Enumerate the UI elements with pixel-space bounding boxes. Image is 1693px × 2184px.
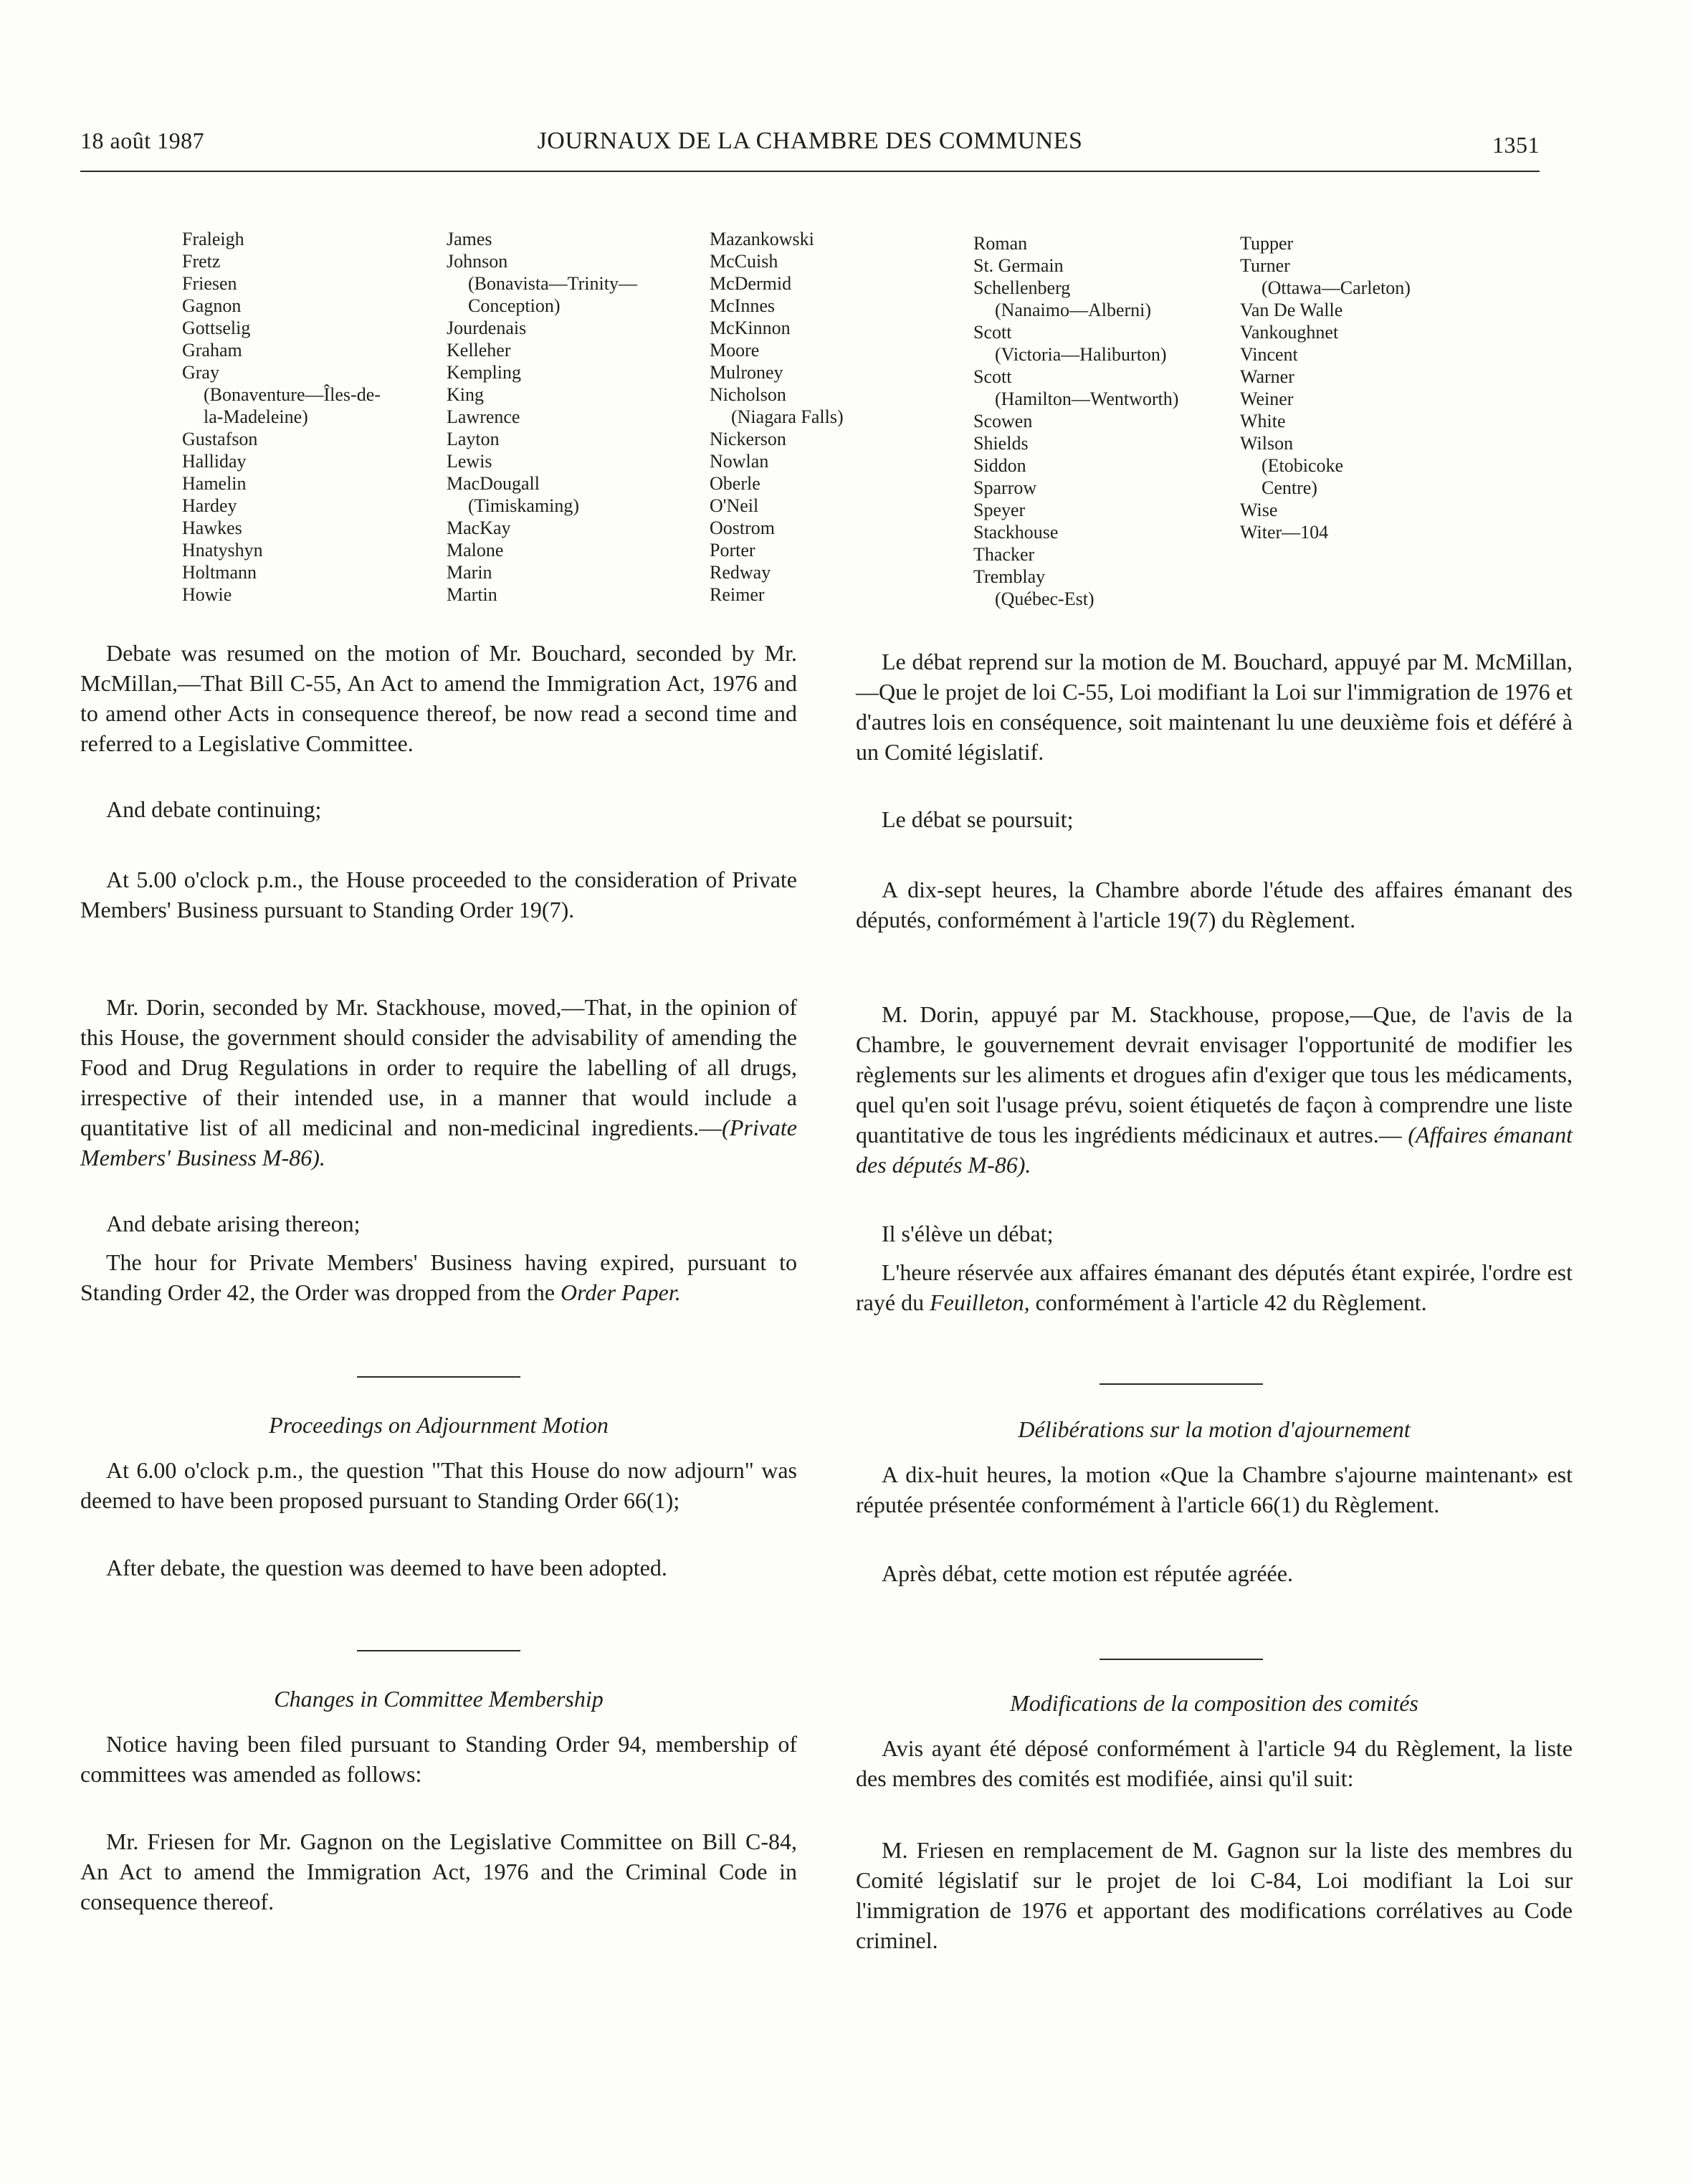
member-name: Hnatyshyn (182, 540, 263, 561)
member-name: King (447, 384, 484, 405)
member-name: Scott (973, 366, 1012, 387)
member-name: Holtmann (182, 562, 257, 583)
member-name: Wise (1240, 500, 1278, 520)
en-adjournment-heading: Proceedings on Adjournment Motion (269, 1412, 609, 1438)
page-header (80, 128, 1540, 172)
member-name: Roman (973, 233, 1028, 254)
member-name: Howie (182, 584, 232, 605)
member-name: Scowen (973, 411, 1033, 431)
fr-adjournment-text: A dix-huit heures, la motion «Que la Chambre s'ajourne maintenant» est réputée présentée conformément à l'article 66(1) du Règlement. (856, 1461, 1573, 1517)
member-name: Speyer (973, 500, 1026, 520)
header-date: 18 août 1987 (80, 128, 205, 153)
member-name: Kelleher (447, 340, 511, 361)
fr-committee-heading: Modifications de la composition des comités (1010, 1690, 1418, 1716)
member-name: Vincent (1240, 344, 1298, 365)
member-name: Weiner (1240, 388, 1294, 409)
member-name: MacKay (447, 518, 511, 538)
names-column-2 (447, 228, 637, 606)
member-name: (Timiskaming) (468, 495, 580, 516)
member-name: Halliday (182, 451, 247, 472)
member-name: Turner (1240, 255, 1290, 276)
member-name: Hardey (182, 495, 237, 516)
en-private-business: At 5.00 o'clock p.m., the House proceeded to the consideration of Private Members' Business pursuant to Standing Order 19(7). (80, 867, 797, 922)
member-name: Nickerson (710, 429, 786, 449)
en-divider-2 (357, 1650, 520, 1651)
member-name: McCuish (710, 251, 778, 272)
member-name: (Nanaimo—Alberni) (995, 300, 1152, 320)
member-name: White (1240, 411, 1286, 431)
member-name: Hawkes (182, 518, 242, 538)
member-name: (Québec-Est) (995, 588, 1095, 609)
fr-debate-continuing: Le débat se poursuit; (882, 806, 1074, 832)
member-name: Wilson (1240, 433, 1294, 454)
member-name: McInnes (710, 295, 775, 316)
member-name: Graham (182, 340, 242, 361)
member-name: Shields (973, 433, 1029, 454)
member-name: Tupper (1240, 233, 1294, 254)
member-name: Fraleigh (182, 229, 244, 249)
member-name: Jourdenais (447, 318, 527, 338)
names-column-1 (182, 228, 381, 606)
member-name: Nicholson (710, 384, 786, 405)
member-name: Oberle (710, 473, 760, 494)
member-name: Gagnon (182, 295, 242, 316)
member-name: Warner (1240, 366, 1294, 387)
en-committee-notice: Notice having been filed pursuant to Standing Order 94, membership of committees was amended as follows: (80, 1731, 797, 1787)
member-name: (Bonaventure—Îles-de- (204, 384, 381, 405)
member-name: Hamelin (182, 473, 247, 494)
names-column-3 (710, 228, 844, 606)
member-name: Mulroney (710, 362, 783, 383)
en-hour-expired: The hour for Private Members' Business having expired, pursuant to Standing Order 42, the Order was dropped from the Order Paper. (80, 1249, 797, 1305)
fr-hour-expired: L'heure réservée aux affaires émanant des députés étant expirée, l'ordre est rayé du Feuilleton, conformément à l'article 42 du Règlement. (856, 1259, 1573, 1315)
member-name: St. Germain (973, 255, 1064, 276)
member-name: McKinnon (710, 318, 791, 338)
member-name: Sparrow (973, 477, 1037, 498)
member-name: (Ottawa—Carleton) (1262, 277, 1411, 298)
member-name: Thacker (973, 544, 1035, 565)
member-name: Redway (710, 562, 771, 583)
en-debate-resumed: Debate was resumed on the motion of Mr. Bouchard, seconded by Mr. McMillan,—That Bill C-55, An Act to amend the Immigration Act, 1976 and to amend other Acts in consequence thereof, be now read a second time and referred to a Legislative Committee. (80, 640, 797, 756)
member-name: Malone (447, 540, 504, 561)
member-name: (Bonavista—Trinity— (468, 273, 637, 294)
member-name: (Etobicoke (1262, 455, 1344, 476)
member-name: (Hamilton—Wentworth) (995, 388, 1179, 409)
member-name: Witer—104 (1240, 522, 1329, 543)
fr-debate-arising: Il s'élève un débat; (882, 1221, 1054, 1246)
member-name: Stackhouse (973, 522, 1059, 543)
member-name: Moore (710, 340, 760, 361)
member-name: Marin (447, 562, 492, 583)
member-name: Mazankowski (710, 229, 814, 249)
member-name: Kempling (447, 362, 521, 383)
member-name: Lewis (447, 451, 492, 472)
member-name: Friesen (182, 273, 237, 294)
header-title: JOURNAUX DE LA CHAMBRE DES COMMUNES (537, 128, 1083, 154)
member-name: Centre) (1262, 477, 1317, 498)
division-names (0, 228, 1693, 615)
en-friesen: Mr. Friesen for Mr. Gagnon on the Legislative Committee on Bill C-84, An Act to amend the Immigration Act, 1976 and the Criminal Code in consequence thereof. (80, 1828, 797, 1914)
member-name: Schellenberg (973, 277, 1071, 298)
member-name: Tremblay (973, 566, 1046, 587)
en-debate-continuing: And debate continuing; (106, 796, 322, 822)
member-name: Layton (447, 429, 500, 449)
en-dorin-motion: Mr. Dorin, seconded by Mr. Stackhouse, moved,—That, in the opinion of this House, the government should consider the advisability of amending the Food and Drug Regulations in order to require the labelling of all drugs, irrespective of their intended use, in a manner that would include a quantitative list of all medicinal and non-medicinal ingredients.—(Private Members' Business M-86). (80, 994, 797, 1170)
en-debate-arising: And debate arising thereon; (106, 1211, 361, 1236)
member-name: Vankoughnet (1240, 322, 1339, 343)
fr-committee-notice: Avis ayant été déposé conformément à l'article 94 du Règlement, la liste des membres des comités est modifiée, ainsi qu'il suit: (856, 1735, 1573, 1791)
page-number: 1351 (1492, 132, 1540, 158)
member-name: Oostrom (710, 518, 775, 538)
member-name: Nowlan (710, 451, 769, 472)
member-name: la-Madeleine) (204, 406, 308, 427)
member-name: McDermid (710, 273, 792, 294)
fr-friesen: M. Friesen en remplacement de M. Gagnon sur la liste des membres du Comité législatif sur le projet de loi C-84, Loi modifiant la Loi sur l'immigration de 1976 et apportant des modifications corrélatives au Code criminel. (856, 1837, 1573, 1953)
en-committee-heading: Changes in Committee Membership (274, 1686, 604, 1712)
member-name: Scott (973, 322, 1012, 343)
member-name: Fretz (182, 251, 221, 272)
member-name: Gottselig (182, 318, 251, 338)
member-name: Lawrence (447, 406, 520, 427)
en-divider-1 (357, 1376, 520, 1378)
member-name: Conception) (468, 295, 561, 316)
en-after-debate: After debate, the question was deemed to have been adopted. (106, 1555, 667, 1580)
member-name: (Victoria—Haliburton) (995, 344, 1167, 365)
names-column-4 (973, 232, 1178, 610)
member-name: Van De Walle (1240, 300, 1343, 320)
member-name: (Niagara Falls) (731, 406, 844, 427)
names-column-5 (1240, 232, 1411, 543)
member-name: O'Neil (710, 495, 759, 516)
member-name: Siddon (973, 455, 1026, 476)
fr-after-debate: Après débat, cette motion est réputée agréée. (882, 1560, 1293, 1586)
en-adjournment-text: At 6.00 o'clock p.m., the question "That this House do now adjourn" was deemed to have been proposed pursuant to Standing Order 66(1); (80, 1457, 797, 1513)
member-name: Martin (447, 584, 497, 605)
fr-dorin-motion: M. Dorin, appuyé par M. Stackhouse, propose,—Que, de l'avis de la Chambre, le gouvernement devrait envisager l'opportunité de modifier les règlements sur les aliments et drogues afin d'exiger que tous les médicaments, quel qu'en soit l'usage prévu, soient étiquetés de façon à comprendre une liste quantitative de tous les ingrédients médicinaux et autres.— (Affaires émanant des députés M-86). (856, 1001, 1573, 1178)
member-name: Johnson (447, 251, 508, 272)
member-name: Porter (710, 540, 755, 561)
fr-divider-2 (1100, 1659, 1263, 1660)
member-name: MacDougall (447, 473, 540, 494)
fr-divider-1 (1100, 1383, 1263, 1385)
member-name: Reimer (710, 584, 765, 605)
fr-debate-resumed: Le débat reprend sur la motion de M. Bouchard, appuyé par M. McMillan,—Que le projet de loi C-55, Loi modifiant la Loi sur l'immigration de 1976 et d'autres lois en conséquence, soit maintenant lu une deuxième fois et déféré à un Comité législatif. (856, 649, 1573, 765)
fr-adjournment-heading: Délibérations sur la motion d'ajournement (1018, 1416, 1411, 1442)
fr-private-business: A dix-sept heures, la Chambre aborde l'étude des affaires émanant des députés, conformément à l'article 19(7) du Règlement. (856, 877, 1573, 933)
member-name: James (447, 229, 492, 249)
member-name: Gustafson (182, 429, 258, 449)
member-name: Gray (182, 362, 219, 383)
